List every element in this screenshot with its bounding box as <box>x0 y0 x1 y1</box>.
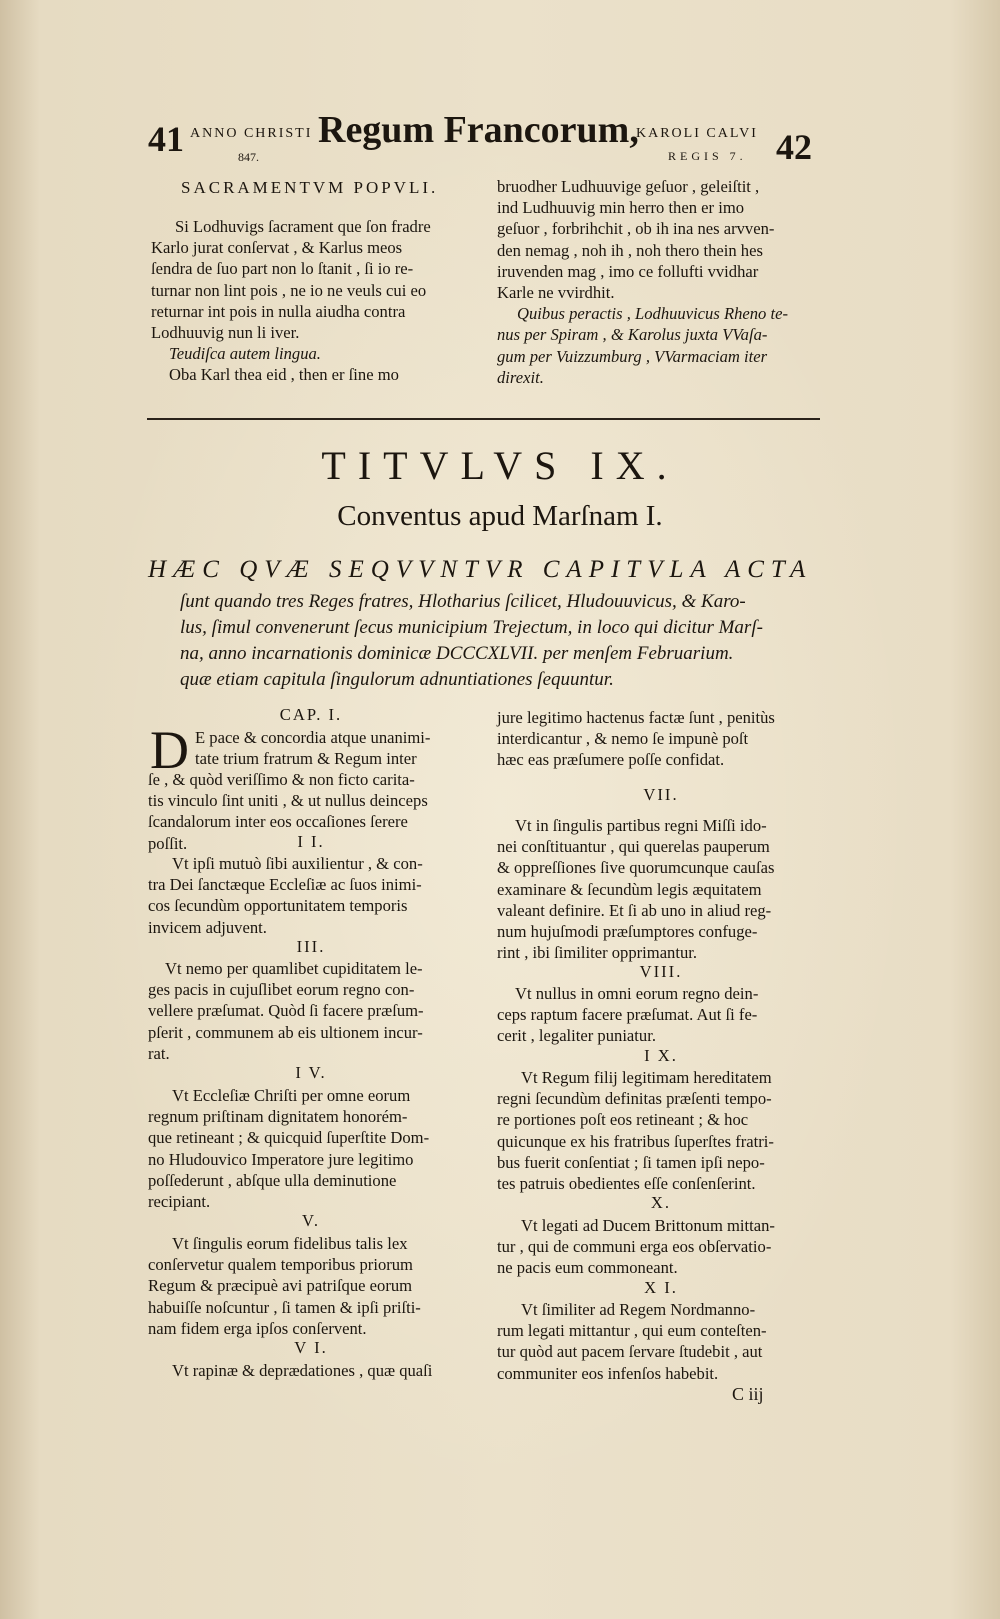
cap-5-heading: V. <box>302 1211 320 1230</box>
text-line: Vt nemo per quamlibet cupiditatem le- <box>165 959 423 978</box>
text-line: tate trium fratrum & Regum inter <box>195 749 417 769</box>
text-line: turnar non lint pois , ne io ne veuls cui eo <box>151 280 427 300</box>
text-line: tur , qui de communi erga eos obſervatio- <box>497 1237 772 1257</box>
intro-paragraph <box>180 589 830 693</box>
horizontal-rule <box>147 418 820 420</box>
text-line: nei conſtituantur , qui querelas pauperum <box>497 837 770 857</box>
text-line: rum legati mittantur , qui eum conteſten- <box>497 1321 767 1341</box>
text-line: bus fuerit conſentiat ; ſi tamen ipſi nepo- <box>497 1152 765 1172</box>
teudisca-line: Teudiſca autem lingua. <box>169 344 321 364</box>
cap-4-heading: I V. <box>295 1063 327 1082</box>
text-line: Vt nullus in omni eorum regno dein- <box>515 984 759 1003</box>
text-line: Vt rapinæ & deprædationes , quæ quaſi <box>172 1361 433 1380</box>
text-line: poſſederunt , abſque ulla deminutione <box>148 1170 397 1190</box>
text-line: nam fidem erga ipſos conſervent. <box>148 1318 367 1338</box>
cap-3-text <box>148 958 476 1064</box>
intro-line: ſunt quando tres Reges fratres, Hlotharius ſcilicet, Hludouuvicus, & Karo- <box>180 591 746 612</box>
text-line: cerit , legaliter puniatur. <box>497 1026 656 1046</box>
karoli-calvi: KAROLI CALVI <box>636 126 758 141</box>
drop-cap: D <box>150 720 189 780</box>
cap-9-text <box>497 1067 825 1194</box>
text-line: iruvenden mag , imo ce follufti vvidhar <box>497 261 759 281</box>
text-line: tra Dei ſanctæque Eccleſiæ ac ſuos inimi- <box>148 875 422 895</box>
intro-first-line: HÆC QVÆ SEQVVNTVR CAPITVLA ACTA <box>148 556 813 583</box>
cap-3-heading: III. <box>296 937 326 956</box>
header-year: 847. <box>238 150 259 164</box>
text-line: ſe , & quòd veriſſimo & non ficto carita- <box>148 770 415 789</box>
running-title: Regum Francorum, <box>318 109 639 151</box>
cap-6-text <box>148 1360 476 1381</box>
text-line: rat. <box>148 1043 170 1063</box>
text-line: conſervetur qualem temporibus priorum <box>148 1255 413 1275</box>
text-line: communiter eos infenſos habebit. <box>497 1363 719 1383</box>
cap-7-heading: VII. <box>643 785 679 804</box>
text-line: regni ſecundùm definitas præſenti tempo- <box>497 1089 772 1109</box>
text-line: nus per Spiram , & Karolus juxta VVaſa- <box>497 325 768 345</box>
intro-line: lus, ſimul convenerunt ſecus municipium Trejectum, in loco qui dicitur Marſ- <box>180 617 763 638</box>
text-line: Karlo jurat conſervat , & Karlus meos <box>151 238 403 258</box>
text-line: tis vinculo ſint uniti , & ut nullus deinceps <box>148 791 428 811</box>
text-line: tur quòd aut pacem ſervare ſtudebit , aut <box>497 1342 763 1362</box>
text-line: Regum & præcipuè avi patriſque eorum <box>148 1276 413 1296</box>
sacramentum-text <box>151 216 479 386</box>
text-line: bruodher Ludhuuvige geſuor , geleiſtit , <box>497 177 760 196</box>
cap-5-text <box>148 1233 476 1339</box>
text-line: ges pacis in cujuſlibet eorum regno con- <box>148 980 415 1000</box>
text-line: gum per Vuizzumburg , VVarmaciam iter <box>497 346 768 366</box>
cap-8-heading: VIII. <box>639 962 683 981</box>
text-line: Vt ſingulis eorum fidelibus talis lex <box>172 1234 408 1253</box>
cap-7-text <box>497 815 825 963</box>
cap-6-heading: V I. <box>294 1338 328 1357</box>
cap-1-first-lines <box>195 727 476 769</box>
text-line: Karle ne vvirdhit. <box>497 283 615 303</box>
text-line: interdicantur , & nemo ſe impunè poſt <box>497 729 749 749</box>
text-line: & oppreſſiones ſive quorumcunque cauſas <box>497 858 775 878</box>
cap-1-heading: CAP. I. <box>279 705 343 724</box>
text-line: returnar int pois in nulla aiudha contra <box>151 301 406 321</box>
text-line: geſuor , forbrihchit , ob ih ina nes arvven- <box>497 219 775 239</box>
text-line: Vt Eccleſiæ Chriſti per omne eorum <box>172 1086 411 1105</box>
text-line: Oba Karl thea eid , then er ſine mo <box>169 365 399 385</box>
text-line: hæc eas præſumere poſſe confidat. <box>497 750 725 770</box>
text-line: recipiant. <box>148 1192 211 1212</box>
text-line: ceps raptum facere præſumat. Aut ſi fe- <box>497 1005 758 1025</box>
text-line: direxit. <box>497 367 544 387</box>
text-line: ne pacis eum commoneant. <box>497 1258 678 1278</box>
text-line: ſendra de ſuo part non lo ſtanit , ſi io re- <box>151 259 414 279</box>
text-line: Quibus peractis , Lodhuuvicus Rheno te- <box>517 304 788 324</box>
text-line: cos ſecundùm opportunitatem temporis <box>148 896 408 916</box>
text-line: Si Lodhuvigs ſacrament que ſon fradre <box>175 217 431 236</box>
cap-2-text <box>148 853 476 938</box>
text-line: no Hludouvico Imperatore jure legitimo <box>148 1149 414 1169</box>
text-line: ſcandalorum inter eos occaſiones ſerere <box>148 812 408 832</box>
text-line: Vt ipſi mutuò ſibi auxilientur , & con- <box>172 854 423 873</box>
signature-mark: C iij <box>732 1384 764 1404</box>
cap-11-text <box>497 1299 825 1384</box>
text-line: quicunque ex his fratribus ſuperſtes fratri- <box>497 1131 774 1151</box>
text-line: Vt ſimiliter ad Regem Nordmanno- <box>521 1300 756 1319</box>
text-line: E pace & concordia atque unanimi- <box>195 728 431 747</box>
text-line: habuiſſe noſcuntur , ſi tamen & ipſi priſti- <box>148 1297 421 1317</box>
sacramentum-heading: SACRAMENTVM POPVLI. <box>181 178 439 197</box>
anno-christi: ANNO CHRISTI <box>190 126 313 141</box>
cap-10-heading: X. <box>650 1193 672 1212</box>
cap-2-heading: I I. <box>297 832 325 851</box>
text-line: poſſit. <box>148 833 188 853</box>
text-line: num hujuſmodi præſumptores confuge- <box>497 922 758 942</box>
conventus-heading: Conventus apud Marſnam I. <box>337 500 663 532</box>
text-line: pſerit , communem ab eis ultionem incur- <box>148 1022 423 1042</box>
left-page-number: 41 <box>148 119 184 159</box>
text-line: Lodhuuvig nun li iver. <box>151 323 300 343</box>
intro-line: na, anno incarnationis dominicæ DCCCXLVII. per menſem Februarium. <box>180 643 734 664</box>
text-line: rint , ibi ſimiliter opprimantur. <box>497 943 698 963</box>
cap-6-continued <box>497 707 825 771</box>
text-line: vellere præſumat. Quòd ſi facere præſum- <box>148 1001 424 1021</box>
text-line: Vt Regum filij legitimam hereditatem <box>521 1068 772 1087</box>
text-line: invicem adjuvent. <box>148 917 267 937</box>
right-page-number: 42 <box>776 127 812 167</box>
text-line: re portiones poſt eos retineant ; & hoc <box>497 1110 749 1130</box>
text-line: Vt legati ad Ducem Brittonum mittan- <box>521 1216 775 1235</box>
text-line: valeant definire. Et ſi ab uno in aliud reg- <box>497 900 772 920</box>
text-line: tes patruis obedientes eſſe conſenſerint. <box>497 1174 756 1194</box>
text-line: regnum priſtinam dignitatem honorém- <box>148 1107 408 1127</box>
theudisca-text <box>497 176 825 388</box>
regis-label: REGIS 7. <box>668 149 747 163</box>
cap-8-text <box>497 983 825 1047</box>
text-line: den nemag , noh ih , noh thero thein hes <box>497 240 763 260</box>
intro-line: quæ etiam capitula ſingulorum adnuntiationes ſequuntur. <box>180 669 614 690</box>
cap-11-heading: X I. <box>644 1278 678 1297</box>
titulus-heading: TITVLVS IX. <box>321 443 679 488</box>
cap-10-text <box>497 1215 825 1279</box>
text-line: Vt in ſingulis partibus regni Miſſi ido- <box>515 816 767 835</box>
cap-4-text <box>148 1085 476 1212</box>
text-line: examinare & ſecundùm legis æquitatem <box>497 879 762 899</box>
text-line: que retineant ; & quicquid ſuperſtite Dom- <box>148 1128 430 1148</box>
text-line: jure legitimo hactenus factæ ſunt , penitùs <box>497 708 775 727</box>
cap-9-heading: I X. <box>644 1046 678 1065</box>
text-line: ind Ludhuuvig min herro then er imo <box>497 198 745 218</box>
